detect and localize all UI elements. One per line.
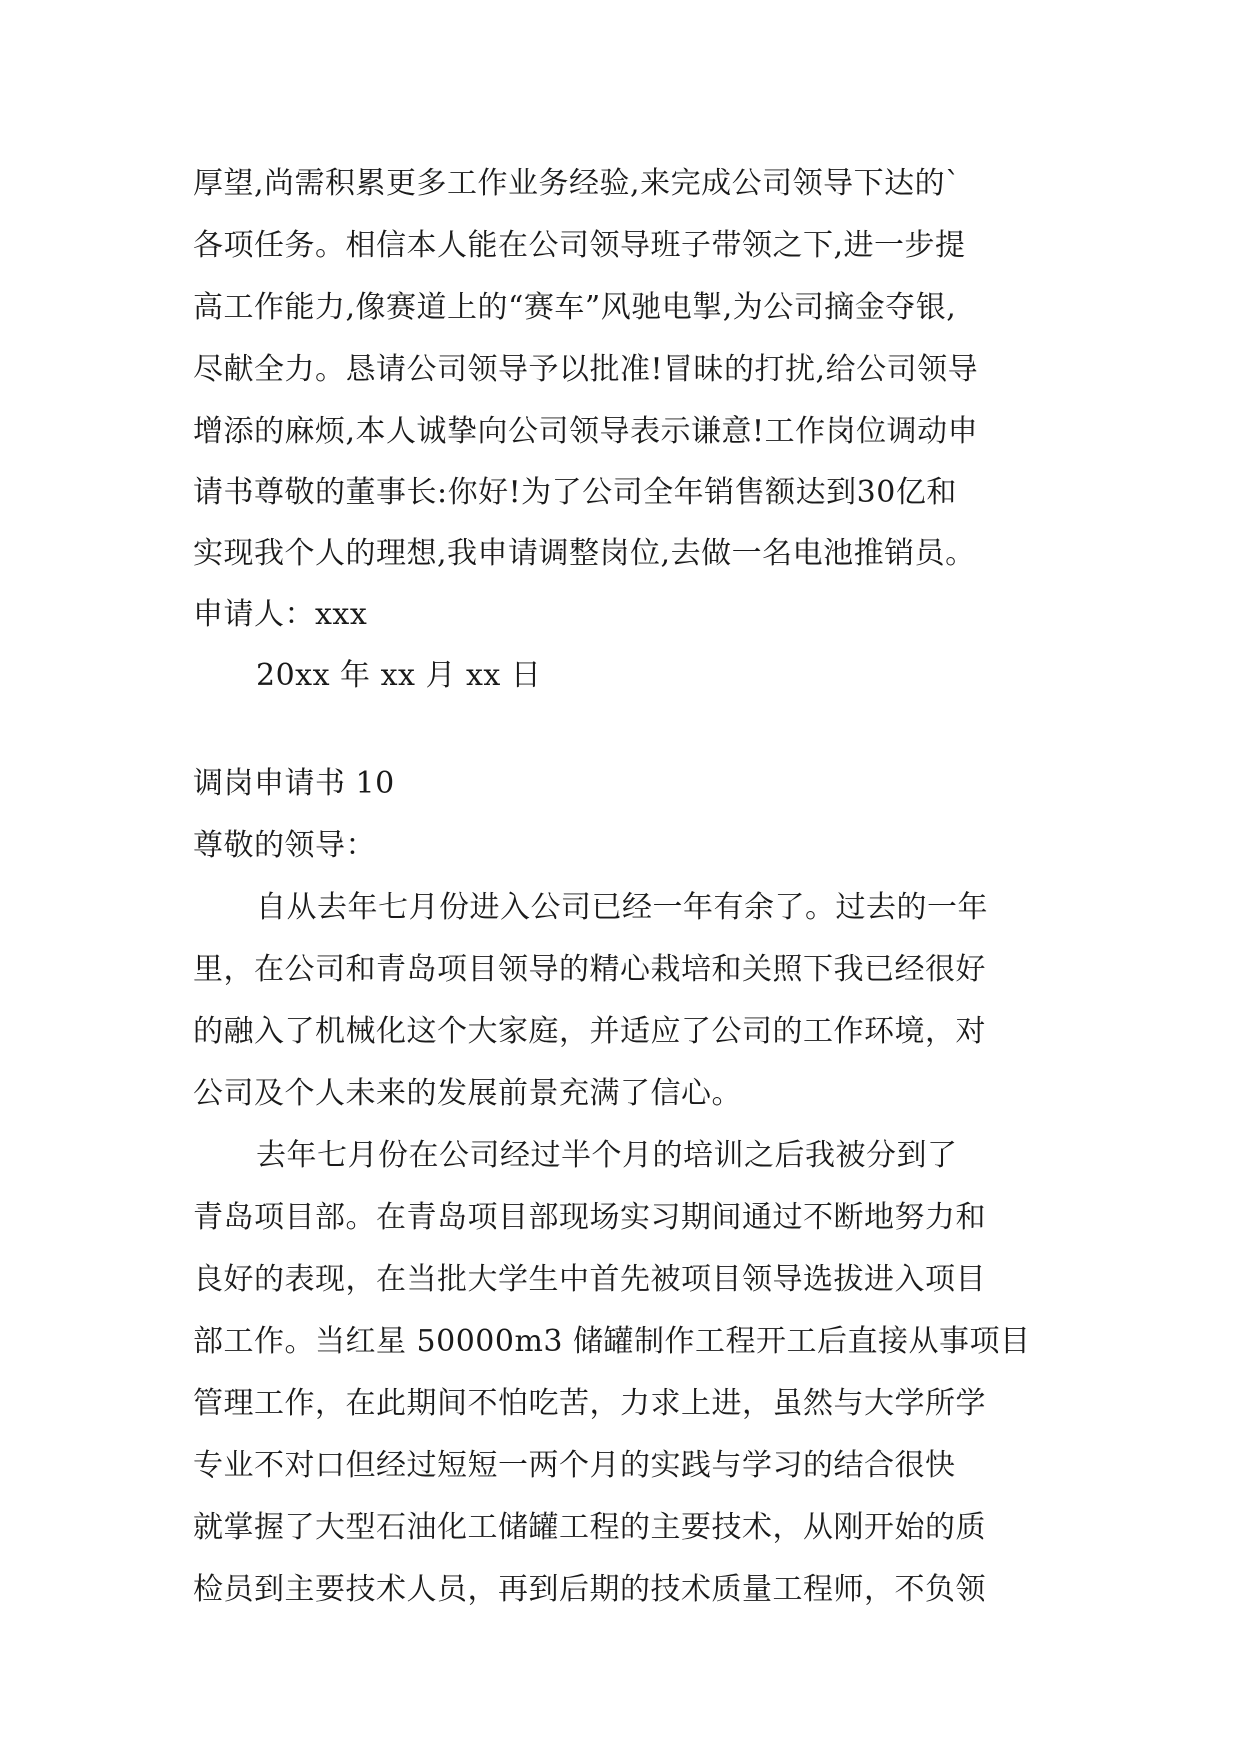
body-text-line: 增添的麻烦,本人诚挚向公司领导表示谦意!工作岗位调动申 (193, 414, 979, 449)
paragraph-line: 管理工作，在此期间不怕吃苦，力求上进，虽然与大学所学 (193, 1386, 986, 1421)
paragraph-line: 自从去年七月份进入公司已经一年有余了。过去的一年 (256, 890, 988, 925)
paragraph-line: 部工作。当红星 50000m3 储罐制作工程开工后直接从事项目 (193, 1324, 1031, 1359)
applicant-line: 申请人：xxx (193, 597, 368, 632)
body-text-line: 尽献全力。恳请公司领导予以批准!冒昧的打扰,给公司领导 (193, 352, 979, 387)
paragraph-line: 检员到主要技术人员，再到后期的技术质量工程师，不负领 (193, 1572, 986, 1607)
body-text-line: 实现我个人的理想,我申请调整岗位,去做一名电池推销员。 (193, 536, 976, 571)
paragraph-line: 青岛项目部。在青岛项目部现场实习期间通过不断地努力和 (193, 1200, 986, 1235)
paragraph-line: 良好的表现，在当批大学生中首先被项目领导选拔进入项目 (193, 1262, 986, 1297)
paragraph-line: 去年七月份在公司经过半个月的培训之后我被分到了 (256, 1138, 958, 1173)
paragraph-line: 公司及个人未来的发展前景充满了信心。 (193, 1076, 742, 1111)
date-line: 20xx 年 xx 月 xx 日 (256, 658, 542, 693)
section-title: 调岗申请书 10 (193, 766, 395, 801)
paragraph-line: 专业不对口但经过短短一两个月的实践与学习的结合很快 (193, 1448, 956, 1483)
paragraph-line: 里，在公司和青岛项目领导的精心栽培和关照下我已经很好 (193, 952, 986, 987)
body-text-line: 各项任务。相信本人能在公司领导班子带领之下,进一步提 (193, 228, 966, 263)
salutation: 尊敬的领导： (193, 828, 376, 863)
paragraph-line: 的融入了机械化这个大家庭，并适应了公司的工作环境，对 (193, 1014, 986, 1049)
paragraph-line: 就掌握了大型石油化工储罐工程的主要技术，从刚开始的质 (193, 1510, 986, 1545)
body-text-line: 高工作能力,像赛道上的“赛车”风驰电掣,为公司摘金夺银, (193, 290, 957, 325)
body-text-line: 厚望,尚需积累更多工作业务经验,来完成公司领导下达的` (193, 166, 961, 201)
body-text-line: 请书尊敬的董事长:你好!为了公司全年销售额达到30亿和 (193, 475, 957, 510)
